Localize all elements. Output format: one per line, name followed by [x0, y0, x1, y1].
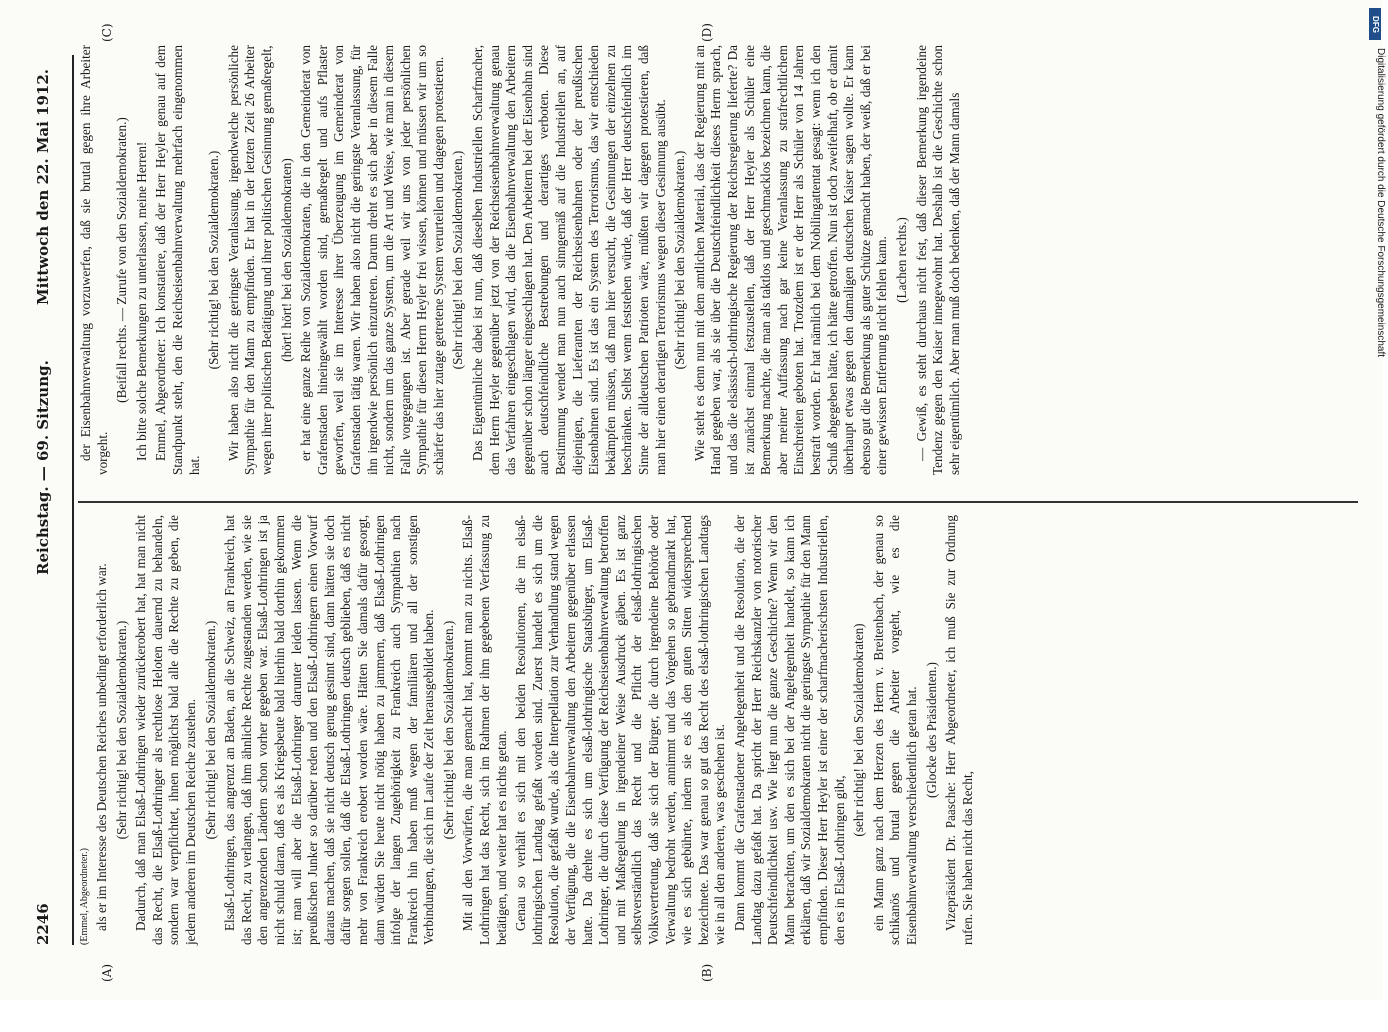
paragraph: (Sehr richtig! bei den Sozialdemokraten.)	[202, 620, 218, 840]
margin-letter-b: (B)	[700, 963, 714, 982]
paragraph: (Sehr richtig! bei den Sozialdemokraten.)	[672, 150, 688, 370]
paragraph: Vizepräsident Dr. Paasche: Herr Abgeordneter, ich muß Sie zur Ordnung rufen. Sie haben nicht das Recht,	[943, 515, 975, 945]
right-text-column	[78, 45, 1358, 475]
paragraph: (Sehr richtig! bei den Sozialdemokraten.)	[113, 620, 129, 840]
paragraph: Dadurch, daß man Elsaß-Lothringen wieder zurückerobert hat, hat man nicht das Recht, die Elsaß-Lothringer als rechtlose Heloten dauernd zu behandeln, sondern war verpflichtet, ihnen möglichst bald alle die Rechte zu geben, die jedem anderen im Deutschen Reiche zustehen.	[133, 515, 198, 945]
page-number: 2246	[34, 903, 52, 945]
paragraph: Elsaß-Lothringen, das angrenzt an Baden, an die Schweiz, an Frankreich, hat das Recht, zu verlangen, daß ihm ähnliche Rechte zugestanden werden, wie sie den angrenzenden Ländern schon vorher gegeben war. Elsaß-Lothringen ist ja nicht schuld daran, daß es als Kriegsbeute bald hierhin bald dorthin gekommen ist; man will aber die Elsaß-Lothringer darunter leiden lassen. Wenn die preußischen Junker so darüber reden und den Elsaß-Lothringern einen Vorwurf daraus machen, daß sie nicht deutsch genug gesinnt sind, dann hätten sie doch dafür sorgen sollen, daß die Elsaß-Lothringen deutsch geblieben, daß es nicht mehr von Frankreich erobert worden wäre. Hätten Sie damals dafür gesorgt, dann würden Sie heute nicht nötig haben zu jammern, daß Elsaß-Lothringen infolge der langen Zugehörigkeit zu Frankreich auch Sympathien nach Frankreich hin haben muß wegen der familiären und all der sonstigen Verbindungen, die sich im Laufe der Zeit herausgebildet haben.	[222, 515, 437, 945]
paragraph: — Gewiß, es steht durchaus nicht fest, daß dieser Bemerkung irgendeine Tendenz gegen den Kaiser innegewohnt hat. Deshalb ist die Geschichte schon sehr eigentümlich. Aber man muß doch bedenken, daß der Mann damals	[913, 45, 962, 475]
paragraph: Dann kommt die Grafenstadener Angelegenheit und die Resolution, die der Landtag dazu gefaßt hat. Da spricht der Herr Reichskanzler von notorischer Deutschfeindlichkeit usw. Wie liegt nun die ganze Geschichte? Wenn wir den Mann betrachten, um den es sich bei der Angelegenheit handelt, so kann ich erklären, daß wir Sozialdemokraten nicht die geringste Sympathie für den Mann empfinden. Dieser Herr Heyler ist einer der scharfmacherischsten Industriellen, den es in Elsaß-Lothringen gibt,	[731, 515, 847, 945]
paragraph: ein Mann ganz nach dem Herzen des Herrn v. Breitenbach, der genau so schikanös und brutal gegen die Arbeiter vorgeht, wie es die Eisenbahnverwaltung verschiedentlich getan hat.	[870, 515, 919, 945]
paragraph: Genau so verhält es sich mit den beiden Resolutionen, die im elsaß-lothringischen Landtag gefaßt worden sind. Zuerst handelt es sich um die Resolution, die gefaßt wurde, als die Interpellation zur Verhandlung stand wegen der Verfügung, die die Eisenbahnverwaltung den Arbeitern gegenüber erlassen hatte. Da drehte es sich um elsaß-lothringische Staatsbürger, um Elsaß-Lothringer, die durch diese Verfügung der Reichseisenbahnverwaltung betroffen und mit Maßregelung in irgendeiner Weise Ausdruck gäben. Es ist ganz selbstverständlich das Recht und die Pflicht der elsaß-lothringischen Volksvertretung, daß sie sich der Bürger, die durch irgendeine Behörde oder Verwaltung bedroht werden, annimmt und das Vorgehen so gebrandmarkt hat, wie es sich gebührte, indem sie es als den guten Sitten widersprechend bezeichnete. Das war genau so gut das Recht des elsaß-lothringischen Landtags wie in all den anderen, was geschehen ist.	[513, 515, 728, 945]
paragraph: (sehr richtig! bei den Sozialdemokraten)	[851, 623, 867, 837]
paragraph: Wir haben also nicht die geringste Veranlassung, irgendwelche persönliche Sympathie für den Mann zu empfinden. Er hat in der letzten Zeit 26 Arbeiter wegen ihrer politischen Betätigung und ihrer politischen Gesinnung gemaßregelt,	[225, 45, 274, 475]
session-title: Reichstag. — 69. Sitzung.	[34, 360, 52, 575]
paragraph: Emmel, Abgeordneter: Ich konstatiere, daß der Herr Heyler genau auf dem Standpunkt steht, den die Reichseisenbahnverwaltung mehrfach eingenommen hat.	[153, 45, 202, 475]
column-divider	[78, 501, 1358, 503]
dfg-logo-text: DFG	[1370, 15, 1380, 33]
credit-strip	[1372, 48, 1388, 1032]
credit-text: Digitalisierung gefördert durch die Deutsche Forschungsgemeinschaft	[1375, 48, 1386, 358]
paragraph: Das Eigentümliche dabei ist nun, daß dieselben Industriellen Scharfmacher, dem Herrn Heyler gegenüber jetzt von der Reichseisenbahnverwaltung genau das Verfahren eingeschlagen wird, das die Eisenbahnverwaltung den Arbeitern gegenüber schon länger eingeschlagen hat. Den Arbeitern bei der Eisenbahn sind auch deutschfeindliche Bestrebungen und derartiges verboten. Diese Bestimmung wendet man nun auch sinngemäß auf die Industriellen an, auf diejenigen, die Lieferanten der Reichseisenbahnen oder der preußischen Eisenbahnen sind. Es ist das ein System des Terrorismus, das wir entschieden bekämpfen müssen, daß man hier versucht, die Gesinnungen der einzelnen zu beschränken. Selbst wenn feststehen würde, daß der Herr deutschfeindlich im Sinne der alldeutschen Patrioten wäre, müßten wir dagegen protestieren, daß man hier einen derartigen Terrorismus wegen dieser Gesinnung ausübt.	[470, 45, 668, 475]
session-date: Mittwoch den 22. Mai 1912.	[34, 68, 52, 305]
margin-letter-c: (C)	[100, 23, 114, 42]
paragraph: (Glocke des Präsidenten.)	[923, 662, 939, 798]
paragraph: Wie steht es denn nun mit dem amtlichen Material, das der Regierung mit an Hand gegeben war, als sie über die Deutschfeindlichkeit dieses Herrn sprach, und das die elsässisch-lothringische Regierung der Reichsregierung lieferte? Da ist zunächst einmal festzustellen, daß der Herr Heyler als Schüler eine Bemerkung machte, die man als taktlos und geschmacklos bezeichnen kann, die aber meiner Auffassung nach gar keine Veranlassung zu strafrechtlichem Einschreiten geboten hat. Trotzdem ist er der Herr als Schüler von 14 Jahren bestraft worden. Er hat nämlich bei dem Nobilingattentat gesagt: wenn ich den Schuß abgegeben hätte, ich hätte getroffen. Nun ist doch zweifelhaft, ob er damit überhaupt etwas gegen den damaligen deutschen Kaiser sagen wollte. Er kann ebenso gut die Bemerkung als guter Schütze gemacht haben, der weiß, daß er bei einer gewissen Entfernung nicht fehlen kann.	[691, 45, 890, 475]
paragraph: (Sehr richtig! bei den Sozialdemokraten.)	[440, 620, 456, 840]
paragraph: (hört! hört! bei den Sozialdemokraten)	[278, 158, 294, 362]
margin-letter-d: (D)	[700, 23, 714, 42]
paragraph: Ich bitte solche Bemerkungen zu unterlassen, meine Herren!	[133, 141, 149, 461]
paragraph: er hat eine ganze Reihe von Sozialdemokraten, die in den Gemeinderat von Grafenstaden hineingewählt worden sind, gemaßregelt und aufs Pflaster geworfen, weil sie im Interesse ihrer Überzeugung im Gemeinderat von Grafenstaden tätig waren. Wir haben also nicht die geringste Veranlassung, für ihn irgendwie persönlich einzutreten. Darum dreht es sich aber in diesem Falle nicht, sondern um das ganze System, um die Art und Weise, wie man in diesem Falle vorgegangen ist. Aber gerade weil wir uns von jeder persönlichen Sympathie für diesen Herrn Heyler frei wissen, können und müssen wir um so schärfer das hier zutage getretene System verurteilen und dagegen protestieren.	[298, 45, 446, 475]
paragraph: (Sehr richtig! bei den Sozialdemokraten.)	[206, 150, 222, 370]
paragraph: (Beifall rechts. — Zurufe von den Sozialdemokraten.)	[114, 117, 130, 403]
paragraph: Mit all den Vorwürfen, die man gemacht hat, kommt man zu nichts. Elsaß-Lothringen hat das Recht, sich im Rahmen der ihm gegebenen Verfassung zu betätigen, und weiter hat es nichts getan.	[460, 515, 509, 945]
page-header	[12, 55, 74, 945]
paragraph: (Emmel, Abgeordneter.)	[79, 848, 90, 945]
margin-letter-a: (A)	[100, 963, 114, 982]
paragraph: (Lachen rechts.)	[893, 217, 909, 303]
dfg-logo	[1369, 8, 1381, 40]
paragraph: als er im Interesse des Deutschen Reiches unbedingt erforderlich war.	[94, 563, 109, 931]
paragraph: der Eisenbahnverwaltung vorzuwerfen, daß sie brutal gegen ihre Arbeiter vorgeht.	[78, 45, 110, 475]
left-text-column	[78, 515, 1358, 945]
paragraph: (Sehr richtig! bei den Sozialdemokraten.)	[450, 150, 466, 370]
